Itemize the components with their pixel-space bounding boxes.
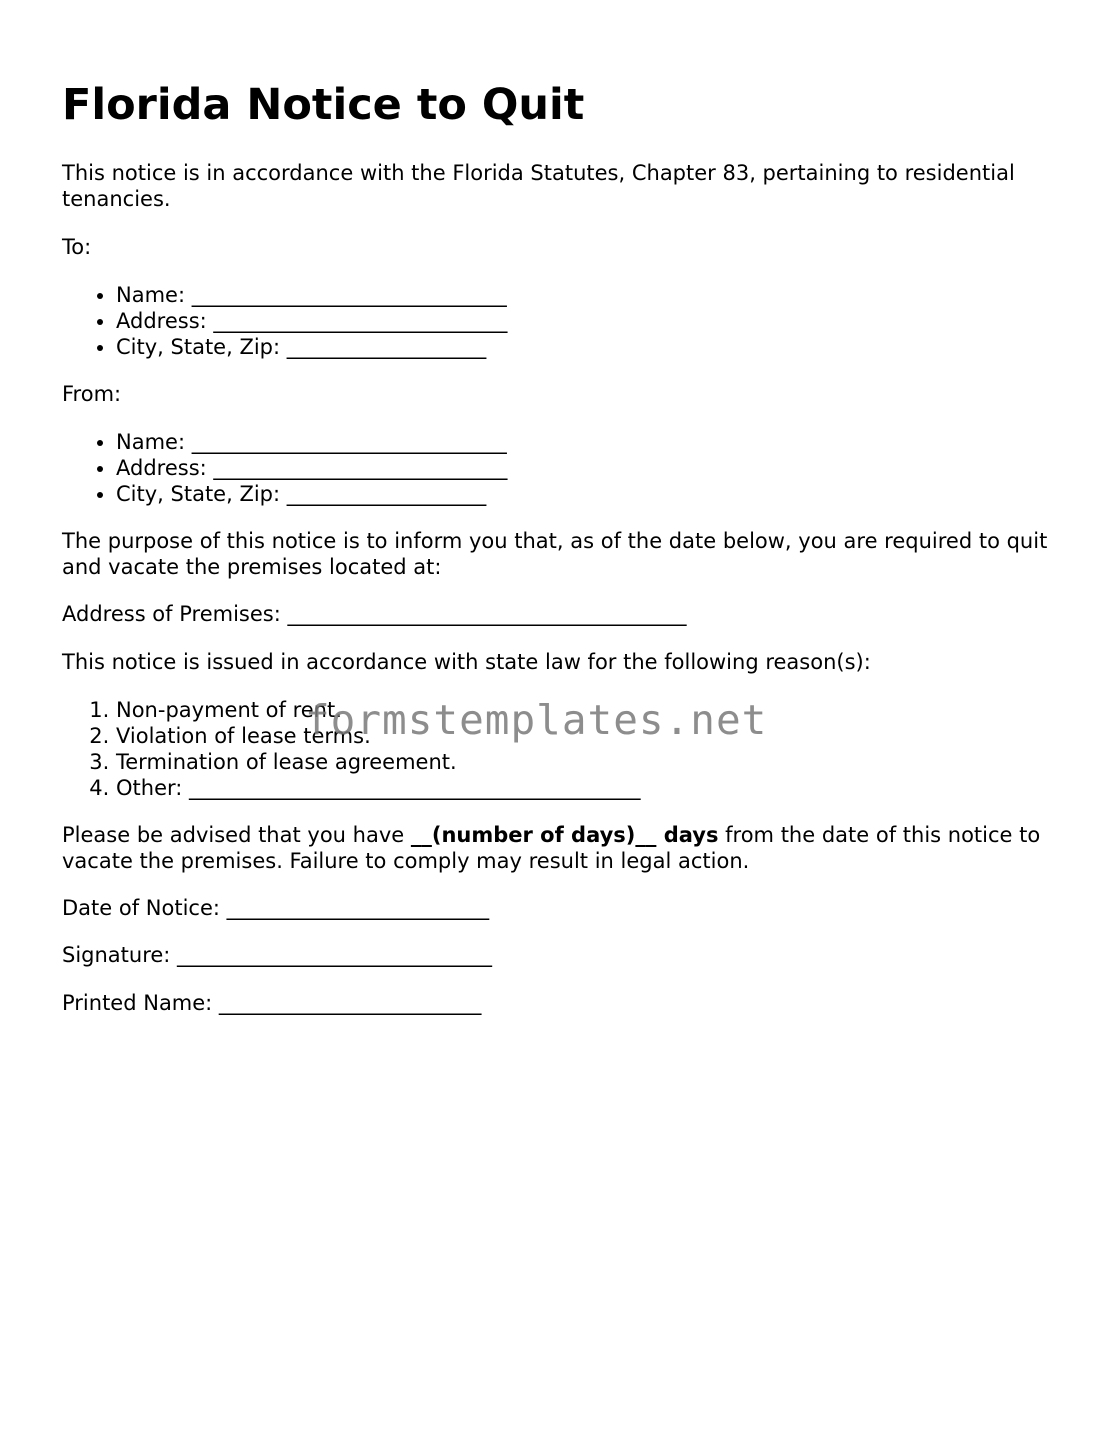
reason-item: 4. Other: ___________________________________________: [116, 775, 641, 801]
printed-name-field: Printed Name: _________________________: [62, 991, 482, 1015]
purpose-paragraph: The purpose of this notice is to inform you that, as of the date below, you are required to quit and vacate the premises located at:: [62, 529, 1048, 579]
intro-paragraph: This notice is in accordance with the Florida Statutes, Chapter 83, pertaining to residential tenancies.: [62, 161, 1015, 211]
to-address-field: • Address: ____________________________: [116, 308, 507, 334]
to-label: To:: [62, 235, 92, 259]
from-list: [62, 429, 507, 507]
from-name-field: • Name: ______________________________: [116, 429, 507, 455]
reason-item: 2. Violation of lease terms.: [116, 723, 641, 749]
document-title: Florida Notice to Quit: [62, 80, 585, 130]
premises-address-field: Address of Premises: ______________________________________: [62, 602, 687, 626]
from-address-field: • Address: ____________________________: [116, 455, 507, 481]
days-placeholder: __(number of days)__ days: [410, 823, 719, 847]
from-city-field: • City, State, Zip: ___________________: [116, 481, 507, 507]
advisory-text-after: from the date of this notice to vacate the premises. Failure to comply may result in legal action.: [62, 823, 1041, 873]
reasons-intro: This notice is issued in accordance with state law for the following reason(s):: [62, 650, 871, 674]
from-label: From:: [62, 382, 122, 406]
advisory-paragraph: [62, 822, 1062, 874]
reason-item: 1. Non-payment of rent.: [116, 697, 641, 723]
to-city-field: • City, State, Zip: ___________________: [116, 334, 507, 360]
watermark: formstemplates.net: [305, 696, 768, 744]
date-of-notice-field: Date of Notice: _________________________: [62, 896, 490, 920]
signature-field: Signature: ______________________________: [62, 943, 493, 967]
reasons-list: [62, 697, 641, 801]
to-list: [62, 282, 507, 360]
advisory-text-before: Please be advised that you have: [62, 823, 411, 847]
reason-item: 3. Termination of lease agreement.: [116, 749, 641, 775]
to-name-field: • Name: ______________________________: [116, 282, 507, 308]
